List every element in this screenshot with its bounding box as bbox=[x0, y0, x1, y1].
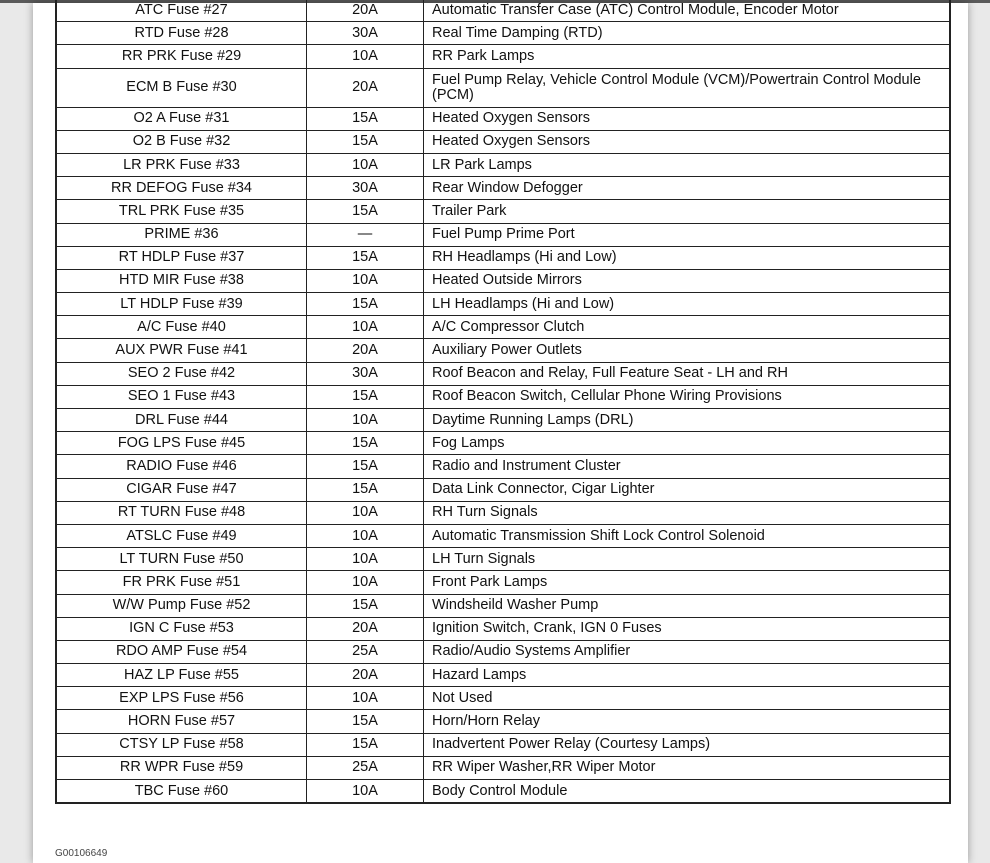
fuse-name-cell: CTSY LP Fuse #58 bbox=[56, 733, 307, 756]
circuit-protected-cell: Automatic Transfer Case (ATC) Control Module, Encoder Motor bbox=[424, 0, 951, 22]
table-row bbox=[56, 501, 950, 524]
circuit-protected-cell: Real Time Damping (RTD) bbox=[424, 22, 951, 45]
circuit-protected-cell: RR Wiper Washer,RR Wiper Motor bbox=[424, 756, 951, 779]
fuse-name-cell: HAZ LP Fuse #55 bbox=[56, 664, 307, 687]
amperage-cell: 10A bbox=[307, 153, 424, 176]
amperage-cell: 30A bbox=[307, 362, 424, 385]
amperage-cell: 15A bbox=[307, 107, 424, 130]
amperage-cell: 20A bbox=[307, 339, 424, 362]
fuse-name-cell: HTD MIR Fuse #38 bbox=[56, 269, 307, 292]
circuit-protected-cell: Windsheild Washer Pump bbox=[424, 594, 951, 617]
fuse-name-cell: EXP LPS Fuse #56 bbox=[56, 687, 307, 710]
document-page bbox=[33, 3, 968, 863]
circuit-protected-cell: Horn/Horn Relay bbox=[424, 710, 951, 733]
circuit-protected-cell: Inadvertent Power Relay (Courtesy Lamps) bbox=[424, 733, 951, 756]
amperage-cell: 15A bbox=[307, 293, 424, 316]
fuse-name-cell: TBC Fuse #60 bbox=[56, 780, 307, 804]
circuit-protected-cell: RH Headlamps (Hi and Low) bbox=[424, 246, 951, 269]
amperage-cell: 10A bbox=[307, 524, 424, 547]
amperage-cell: 10A bbox=[307, 687, 424, 710]
table-row bbox=[56, 362, 950, 385]
amperage-cell: 10A bbox=[307, 780, 424, 804]
amperage-cell: 15A bbox=[307, 733, 424, 756]
circuit-protected-cell: Body Control Module bbox=[424, 780, 951, 804]
fuse-name-cell: RTD Fuse #28 bbox=[56, 22, 307, 45]
table-row bbox=[56, 269, 950, 292]
circuit-protected-cell: Roof Beacon and Relay, Full Feature Seat - LH and RH bbox=[424, 362, 951, 385]
fuse-name-cell: A/C Fuse #40 bbox=[56, 316, 307, 339]
amperage-cell: 20A bbox=[307, 68, 424, 107]
table-row bbox=[56, 68, 950, 107]
table-row bbox=[56, 780, 950, 804]
table-row bbox=[56, 223, 950, 246]
circuit-protected-cell: A/C Compressor Clutch bbox=[424, 316, 951, 339]
circuit-protected-cell: Auxiliary Power Outlets bbox=[424, 339, 951, 362]
fuse-name-cell: O2 A Fuse #31 bbox=[56, 107, 307, 130]
amperage-cell: 15A bbox=[307, 130, 424, 153]
fuse-name-cell: ATSLC Fuse #49 bbox=[56, 524, 307, 547]
fuse-name-cell: LR PRK Fuse #33 bbox=[56, 153, 307, 176]
circuit-protected-cell: RR Park Lamps bbox=[424, 45, 951, 68]
fuse-name-cell: ECM B Fuse #30 bbox=[56, 68, 307, 107]
fuse-name-cell: O2 B Fuse #32 bbox=[56, 130, 307, 153]
amperage-cell: 30A bbox=[307, 22, 424, 45]
amperage-cell: 25A bbox=[307, 640, 424, 663]
table-row bbox=[56, 107, 950, 130]
amperage-cell: 10A bbox=[307, 409, 424, 432]
table-row bbox=[56, 594, 950, 617]
fuse-name-cell: RT TURN Fuse #48 bbox=[56, 501, 307, 524]
table-row bbox=[56, 339, 950, 362]
table-row bbox=[56, 617, 950, 640]
table-row bbox=[56, 45, 950, 68]
fuse-name-cell: LT HDLP Fuse #39 bbox=[56, 293, 307, 316]
table-row bbox=[56, 710, 950, 733]
fuse-name-cell: CIGAR Fuse #47 bbox=[56, 478, 307, 501]
circuit-protected-cell: Fog Lamps bbox=[424, 432, 951, 455]
circuit-protected-cell: LH Turn Signals bbox=[424, 548, 951, 571]
fuse-name-cell: HORN Fuse #57 bbox=[56, 710, 307, 733]
amperage-cell: 15A bbox=[307, 478, 424, 501]
fuse-name-cell: IGN C Fuse #53 bbox=[56, 617, 307, 640]
fuse-table bbox=[55, 0, 951, 804]
circuit-protected-cell: Radio and Instrument Cluster bbox=[424, 455, 951, 478]
table-row bbox=[56, 177, 950, 200]
fuse-name-cell: W/W Pump Fuse #52 bbox=[56, 594, 307, 617]
circuit-protected-cell: Radio/Audio Systems Amplifier bbox=[424, 640, 951, 663]
table-row bbox=[56, 432, 950, 455]
fuse-name-cell: RADIO Fuse #46 bbox=[56, 455, 307, 478]
fuse-name-cell: RR WPR Fuse #59 bbox=[56, 756, 307, 779]
amperage-cell: 10A bbox=[307, 571, 424, 594]
table-row bbox=[56, 130, 950, 153]
amperage-cell: 15A bbox=[307, 246, 424, 269]
amperage-cell: 10A bbox=[307, 269, 424, 292]
circuit-protected-cell: Roof Beacon Switch, Cellular Phone Wiring Provisions bbox=[424, 385, 951, 408]
circuit-protected-cell: Fuel Pump Relay, Vehicle Control Module (VCM)/Powertrain Control Module (PCM) bbox=[424, 68, 951, 107]
table-row bbox=[56, 756, 950, 779]
fuse-name-cell: FOG LPS Fuse #45 bbox=[56, 432, 307, 455]
circuit-protected-cell: Daytime Running Lamps (DRL) bbox=[424, 409, 951, 432]
table-row bbox=[56, 409, 950, 432]
fuse-name-cell: SEO 2 Fuse #42 bbox=[56, 362, 307, 385]
fuse-name-cell: RR PRK Fuse #29 bbox=[56, 45, 307, 68]
amperage-cell: 15A bbox=[307, 432, 424, 455]
table-row bbox=[56, 687, 950, 710]
fuse-name-cell: SEO 1 Fuse #43 bbox=[56, 385, 307, 408]
circuit-protected-cell: Fuel Pump Prime Port bbox=[424, 223, 951, 246]
amperage-cell: 15A bbox=[307, 455, 424, 478]
table-row bbox=[56, 455, 950, 478]
circuit-protected-cell: Ignition Switch, Crank, IGN 0 Fuses bbox=[424, 617, 951, 640]
fuse-name-cell: AUX PWR Fuse #41 bbox=[56, 339, 307, 362]
table-row bbox=[56, 571, 950, 594]
circuit-protected-cell: Trailer Park bbox=[424, 200, 951, 223]
circuit-protected-cell: Not Used bbox=[424, 687, 951, 710]
circuit-protected-cell: LR Park Lamps bbox=[424, 153, 951, 176]
table-row bbox=[56, 153, 950, 176]
fuse-name-cell: LT TURN Fuse #50 bbox=[56, 548, 307, 571]
amperage-cell: 25A bbox=[307, 756, 424, 779]
table-row bbox=[56, 22, 950, 45]
circuit-protected-cell: Front Park Lamps bbox=[424, 571, 951, 594]
fuse-name-cell: DRL Fuse #44 bbox=[56, 409, 307, 432]
circuit-protected-cell: Data Link Connector, Cigar Lighter bbox=[424, 478, 951, 501]
circuit-protected-cell: LH Headlamps (Hi and Low) bbox=[424, 293, 951, 316]
amperage-cell: 10A bbox=[307, 548, 424, 571]
table-row bbox=[56, 293, 950, 316]
circuit-protected-cell: Heated Outside Mirrors bbox=[424, 269, 951, 292]
fuse-name-cell: RR DEFOG Fuse #34 bbox=[56, 177, 307, 200]
fuse-name-cell: FR PRK Fuse #51 bbox=[56, 571, 307, 594]
amperage-cell: 15A bbox=[307, 594, 424, 617]
amperage-cell: 15A bbox=[307, 200, 424, 223]
fuse-name-cell: TRL PRK Fuse #35 bbox=[56, 200, 307, 223]
amperage-cell: 10A bbox=[307, 501, 424, 524]
fuse-name-cell: ATC Fuse #27 bbox=[56, 0, 307, 22]
table-row bbox=[56, 316, 950, 339]
circuit-protected-cell: Heated Oxygen Sensors bbox=[424, 107, 951, 130]
amperage-cell: 20A bbox=[307, 664, 424, 687]
table-row bbox=[56, 385, 950, 408]
table-row bbox=[56, 478, 950, 501]
fuse-name-cell: RDO AMP Fuse #54 bbox=[56, 640, 307, 663]
circuit-protected-cell: Hazard Lamps bbox=[424, 664, 951, 687]
amperage-cell: 30A bbox=[307, 177, 424, 200]
table-row bbox=[56, 548, 950, 571]
table-row bbox=[56, 664, 950, 687]
fuse-name-cell: PRIME #36 bbox=[56, 223, 307, 246]
amperage-cell: 15A bbox=[307, 385, 424, 408]
amperage-cell: 10A bbox=[307, 316, 424, 339]
fuse-name-cell: RT HDLP Fuse #37 bbox=[56, 246, 307, 269]
amperage-cell: 10A bbox=[307, 45, 424, 68]
circuit-protected-cell: Automatic Transmission Shift Lock Control Solenoid bbox=[424, 524, 951, 547]
circuit-protected-cell: Heated Oxygen Sensors bbox=[424, 130, 951, 153]
table-row bbox=[56, 0, 950, 22]
circuit-protected-cell: RH Turn Signals bbox=[424, 501, 951, 524]
circuit-protected-cell: Rear Window Defogger bbox=[424, 177, 951, 200]
amperage-cell: 15A bbox=[307, 710, 424, 733]
table-row bbox=[56, 640, 950, 663]
amperage-cell: — bbox=[307, 223, 424, 246]
table-row bbox=[56, 733, 950, 756]
table-row bbox=[56, 200, 950, 223]
table-row bbox=[56, 246, 950, 269]
amperage-cell: 20A bbox=[307, 0, 424, 22]
table-row bbox=[56, 524, 950, 547]
amperage-cell: 20A bbox=[307, 617, 424, 640]
figure-id: G00106649 bbox=[55, 848, 108, 859]
